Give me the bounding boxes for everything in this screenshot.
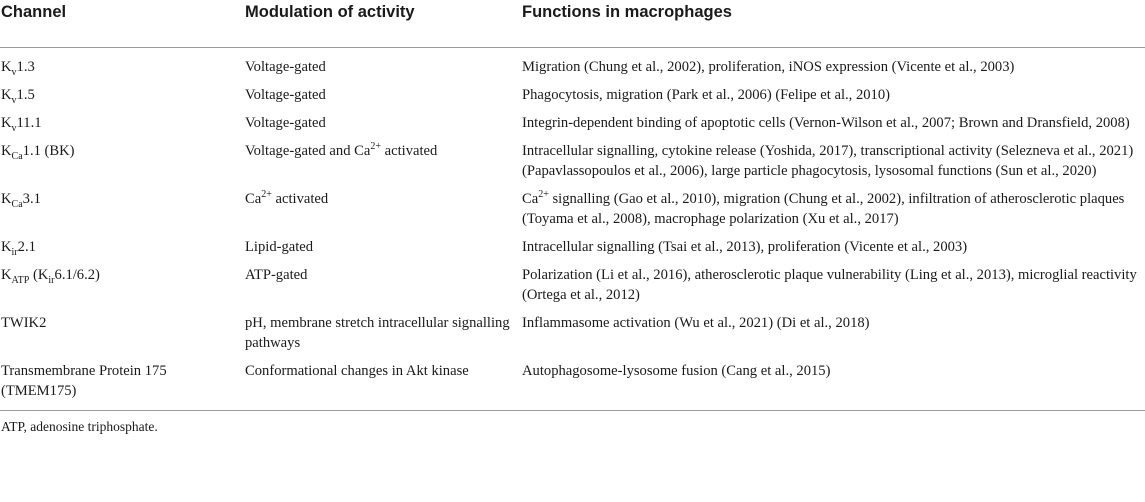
cell-modulation: pH, membrane stretch intracellular signalling pathways [245, 314, 510, 351]
table-row [0, 47, 1145, 82]
table-row [0, 262, 1145, 310]
cell-functions: Migration (Chung et al., 2002), proliferation, iNOS expression (Vicente et al., 2003) [522, 58, 1015, 75]
table-row [0, 138, 1145, 186]
cell-modulation: Voltage-gated [245, 114, 326, 131]
table-header [0, 0, 1145, 47]
table-footnote: ATP, adenosine triphosphate. [1, 418, 158, 434]
table-row [0, 186, 1145, 234]
cell-modulation: $Ca^{2+}$ activated [245, 188, 329, 207]
cell-functions: Intracellular signalling (Tsai et al., 2013), proliferation (Vicente et al., 2003) [522, 238, 968, 255]
cell-channel: Transmembrane Protein 175 (TMEM175) [1, 362, 167, 399]
table-body [0, 47, 1145, 410]
table-row [0, 310, 1145, 358]
cell-functions: Polarization (Li et al., 2016), atherosclerotic plaque vulnerability (Ling et al., 2013), microglial reactivity (Ortega et al., 2012) [522, 266, 1137, 303]
cell-channel: $K_{Ca}1.1$ (BK) [1, 142, 75, 162]
table-row [0, 82, 1145, 110]
cell-functions: $Ca^{2+}$ signalling (Gao et al., 2010), migration (Chung et al., 2002), infiltration of atherosclerotic plaques (Toyama et al., 2008), macrophage polarization (Xu et al., 2017) [522, 188, 1125, 227]
table-row [0, 358, 1145, 411]
cell-channel: $K_{Ca}3.1$ [1, 190, 41, 210]
header-channel: Channel [1, 3, 67, 21]
cell-channel: $K_{ir}2.1$ [1, 238, 36, 258]
table-row [0, 234, 1145, 262]
header-modulation: Modulation of activity [245, 3, 415, 21]
cell-functions: Integrin-dependent binding of apoptotic cells (Vernon-Wilson et al., 2007; Brown and Dransfield, 2008) [522, 114, 1130, 131]
cell-functions: Phagocytosis, migration (Park et al., 2006) (Felipe et al., 2010) [522, 86, 891, 103]
cell-modulation: ATP-gated [245, 266, 308, 283]
cell-functions: Inflammasome activation (Wu et al., 2021) (Di et al., 2018) [522, 314, 870, 331]
cell-channel: $K_v1.3$ [1, 58, 35, 78]
cell-channel: $K_{ATP}$ $(K_{ir}6.1/6.2)$ [1, 266, 100, 286]
cell-modulation: Voltage-gated and $Ca^{2+}$ activated [245, 140, 438, 159]
header-functions: Functions in macrophages [522, 3, 732, 21]
cell-modulation: Lipid-gated [245, 238, 314, 255]
cell-functions: Autophagosome-lysosome fusion (Cang et al., 2015) [522, 362, 831, 379]
cell-channel: TWIK2 [1, 314, 47, 331]
cell-modulation: Voltage-gated [245, 86, 326, 103]
cell-channel: $K_v1.5$ [1, 86, 35, 106]
table-row [0, 110, 1145, 138]
cell-channel: $K_v11.1$ [1, 114, 42, 134]
cell-modulation: Conformational changes in Akt kinase [245, 362, 469, 379]
cell-functions: Intracellular signalling, cytokine release (Yoshida, 2017), transcriptional activity (Selezneva et al., 2021) (Papavlassopoulos et al., 2006), large particle phagocytosis, lysosomal functions (Sun et al., 2020) [522, 142, 1134, 179]
cell-modulation: Voltage-gated [245, 58, 326, 75]
